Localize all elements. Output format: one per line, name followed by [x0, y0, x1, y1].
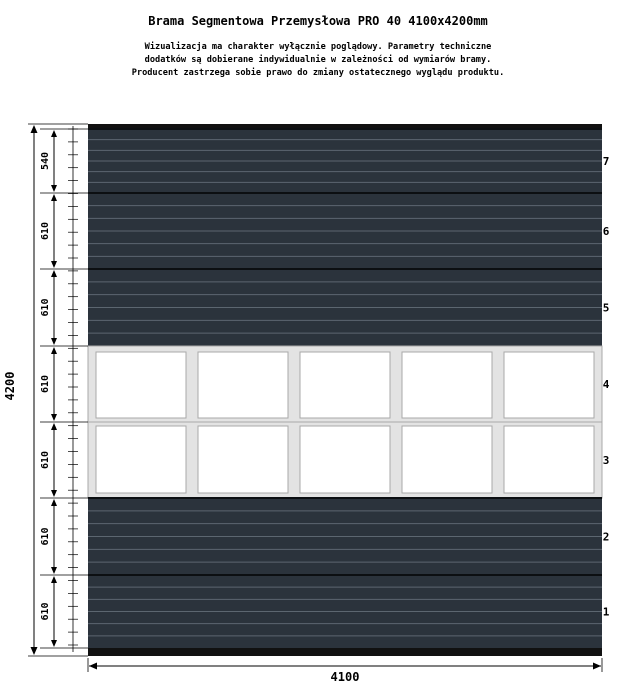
gate-panel-2: [88, 498, 602, 575]
segment-arrow-down: [51, 414, 57, 421]
gate-panel-6: [88, 193, 602, 269]
segment-arrow-down: [51, 185, 57, 192]
segment-height-label: 610: [40, 374, 51, 394]
disclaimer-line-3: Producent zastrzega sobie prawo do zmiany ostatecznego wyglądu produktu.: [131, 68, 505, 78]
segment-arrow-up: [51, 270, 57, 277]
segment-height-label: 610: [40, 602, 51, 621]
gate-panel-7: [88, 129, 602, 193]
segment-arrow-up: [51, 130, 57, 137]
segment-height-label: 610: [40, 298, 51, 317]
height-arrow-up: [31, 125, 38, 133]
segment-arrow-up: [51, 347, 57, 354]
segment-arrow-down: [51, 567, 57, 574]
segment-arrow-up: [51, 423, 57, 430]
gate-panel-3: [88, 422, 602, 498]
window-pane: [96, 352, 186, 418]
panel-number-6: 6: [602, 225, 610, 238]
segment-arrow-down: [51, 490, 57, 497]
disclaimer-line-1: Wizualizacja ma charakter wyłącznie poglądowy. Parametry techniczne: [144, 42, 492, 52]
drawing-title: Brama Segmentowa Przemysłowa PRO 40 4100x4200mm: [148, 14, 488, 28]
window-pane: [504, 426, 594, 493]
segment-arrow-down: [51, 640, 57, 647]
window-pane: [504, 352, 594, 418]
gate-bottom-seal: [88, 648, 602, 656]
panel-number-1: 1: [602, 605, 610, 619]
panel-number-labels: [603, 155, 610, 619]
overall-height-label: 4200: [3, 371, 17, 401]
overall-width-label: 4100: [330, 670, 360, 684]
width-arrow-left: [89, 663, 97, 670]
gate-panel-4: [88, 346, 602, 422]
window-pane: [300, 352, 390, 418]
segment-arrow-down: [51, 338, 57, 345]
window-pane: [300, 426, 390, 493]
panel-number-5: 5: [602, 301, 610, 315]
segment-height-label: 610: [40, 527, 51, 546]
segment-arrow-up: [51, 576, 57, 583]
panel-number-7: 7: [602, 155, 610, 168]
segment-arrow-up: [51, 194, 57, 201]
height-arrow-down: [31, 647, 38, 655]
window-pane: [198, 426, 288, 493]
gate-panel-5: [88, 269, 602, 346]
panel-number-3: 3: [602, 454, 610, 467]
window-pane: [198, 352, 288, 418]
gate-panel-1: [88, 575, 602, 648]
panel-number-2: 2: [602, 530, 610, 544]
panel-number-4: 4: [602, 378, 610, 391]
segment-height-label: 610: [40, 450, 51, 470]
window-pane: [402, 426, 492, 493]
window-pane: [402, 352, 492, 418]
gate-panels: [88, 124, 602, 656]
width-arrow-right: [593, 663, 601, 670]
disclaimer-line-2: dodatków są dobierane indywidualnie w zależności od wymiarów bramy.: [144, 55, 492, 65]
segment-arrow-down: [51, 261, 57, 268]
segment-height-label: 540: [40, 151, 51, 171]
segment-arrow-up: [51, 499, 57, 506]
segment-height-label: 610: [40, 221, 51, 241]
window-pane: [96, 426, 186, 493]
